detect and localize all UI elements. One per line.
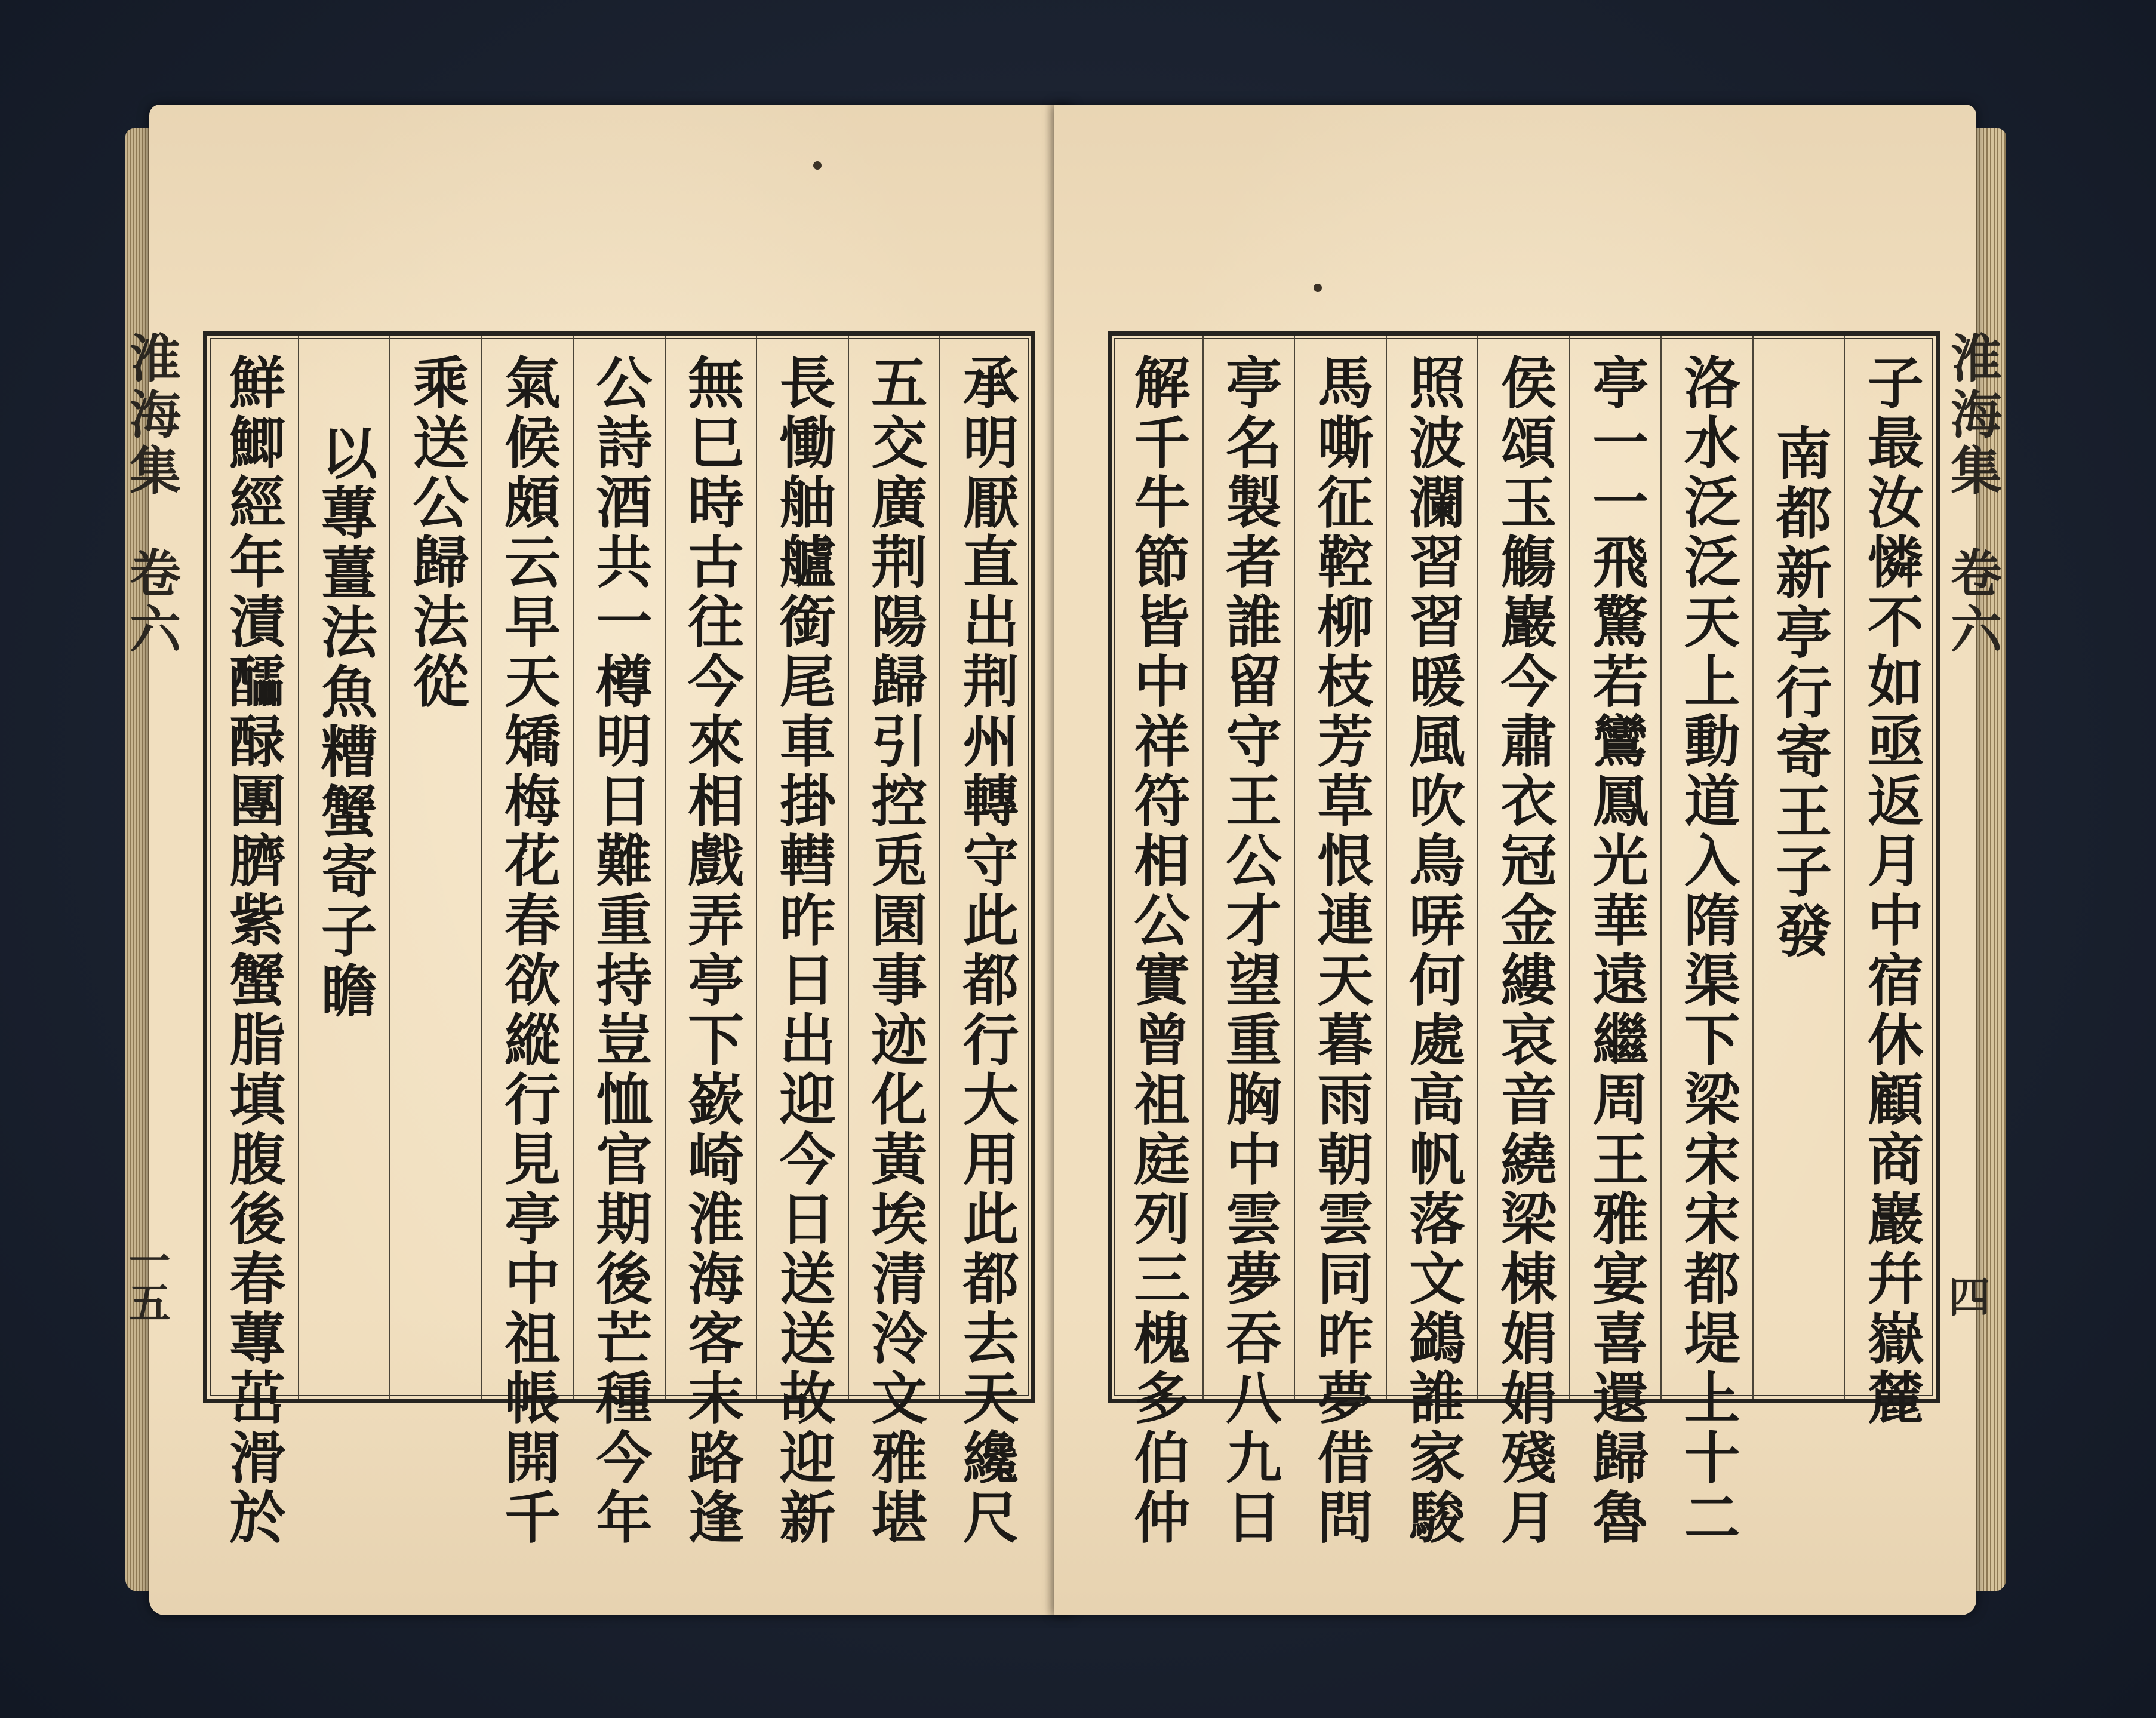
column-text: 侯頌玉觴巖今肅衣冠金縷哀音繞梁棟娟娟殘月 (1491, 354, 1557, 1548)
text-column (1386, 336, 1478, 1548)
right-margin-page-number: 四 (1942, 1275, 1991, 1317)
text-column-title (1752, 336, 1844, 1399)
text-column (389, 336, 481, 1399)
text-column (573, 336, 665, 1548)
column-text: 洛水泛泛天上動道入隋渠下梁宋宋都堤上十二 (1674, 354, 1740, 1548)
left-page (121, 105, 1072, 1615)
column-text: 乘送公歸法從 (402, 354, 469, 712)
left-text-frame (203, 331, 1035, 1548)
left-margin-page-number: 一五 (122, 1239, 171, 1323)
column-text: 承明厭直出荆州轉守此都行大用此都去天纔尺 (953, 354, 1019, 1548)
left-margin-volume: 卷六 (121, 546, 181, 659)
text-column (848, 336, 940, 1548)
right-margin-title: 淮海集 (1942, 331, 2002, 500)
column-text: 亭名製者誰留守王公才望重胸中雲夢吞八九日 (1216, 354, 1282, 1548)
column-text: 馬嘶征鞚柳枝芳草恨連天暮雨朝雲同昨夢借問 (1307, 354, 1373, 1548)
poem-title: 以蓴薑法魚糟蟹寄子瞻 (311, 424, 377, 1021)
binding-hole (813, 161, 822, 170)
text-column (1569, 336, 1661, 1548)
text-column-title (298, 336, 390, 1399)
column-text: 長慟舳艫銜尾車掛轊昨日出迎今日送送故迎新 (770, 354, 836, 1548)
text-column (1202, 336, 1294, 1548)
binding-hole (1314, 284, 1322, 292)
text-column (1477, 336, 1569, 1548)
column-text: 公詩酒共一樽明日難重持豈恤官期後芒種今年 (586, 354, 653, 1548)
column-text: 鮮鯽經年漬醽醁團臍紫蟹脂填腹後春蓴茁滑於 (219, 354, 285, 1548)
column-text: 無巳時古往今來相戲弄亭下嶔崎淮海客末路逢 (678, 354, 744, 1548)
text-column (1660, 336, 1752, 1548)
right-page (1054, 105, 2002, 1615)
poem-title: 南都新亭行寄王子發 (1766, 424, 1832, 961)
column-text: 五交廣荆陽歸引控兎園事迹化黃埃清泠文雅堪 (861, 354, 927, 1548)
text-column (481, 336, 573, 1548)
right-margin-volume: 卷六 (1942, 546, 2002, 659)
column-text: 子最汝憐不如亟返月中宿休顧商巖幷嶽麓 (1857, 354, 1924, 1428)
text-column (1112, 336, 1202, 1548)
open-book (90, 93, 2030, 1645)
text-column (1844, 336, 1936, 1428)
column-text: 照波瀾習習暖風吹鳥哢何處高帆落文鷁誰家駿 (1399, 354, 1465, 1548)
text-column (756, 336, 848, 1548)
right-text-frame (1108, 331, 1940, 1548)
column-text: 亭一一飛驚若鸞鳳光華遠繼周王雅宴喜還歸魯 (1582, 354, 1648, 1548)
text-column (1294, 336, 1386, 1548)
text-column (665, 336, 756, 1548)
text-column (939, 336, 1031, 1548)
left-margin-title: 淮海集 (121, 331, 181, 500)
text-column (207, 336, 298, 1548)
column-text: 解千牛節皆中祥符相公實曾祖庭列三槐多伯仲 (1124, 354, 1190, 1548)
column-text: 氣候頗云早天矯梅花春欲縱行見亭中祖帳開千 (494, 354, 561, 1548)
